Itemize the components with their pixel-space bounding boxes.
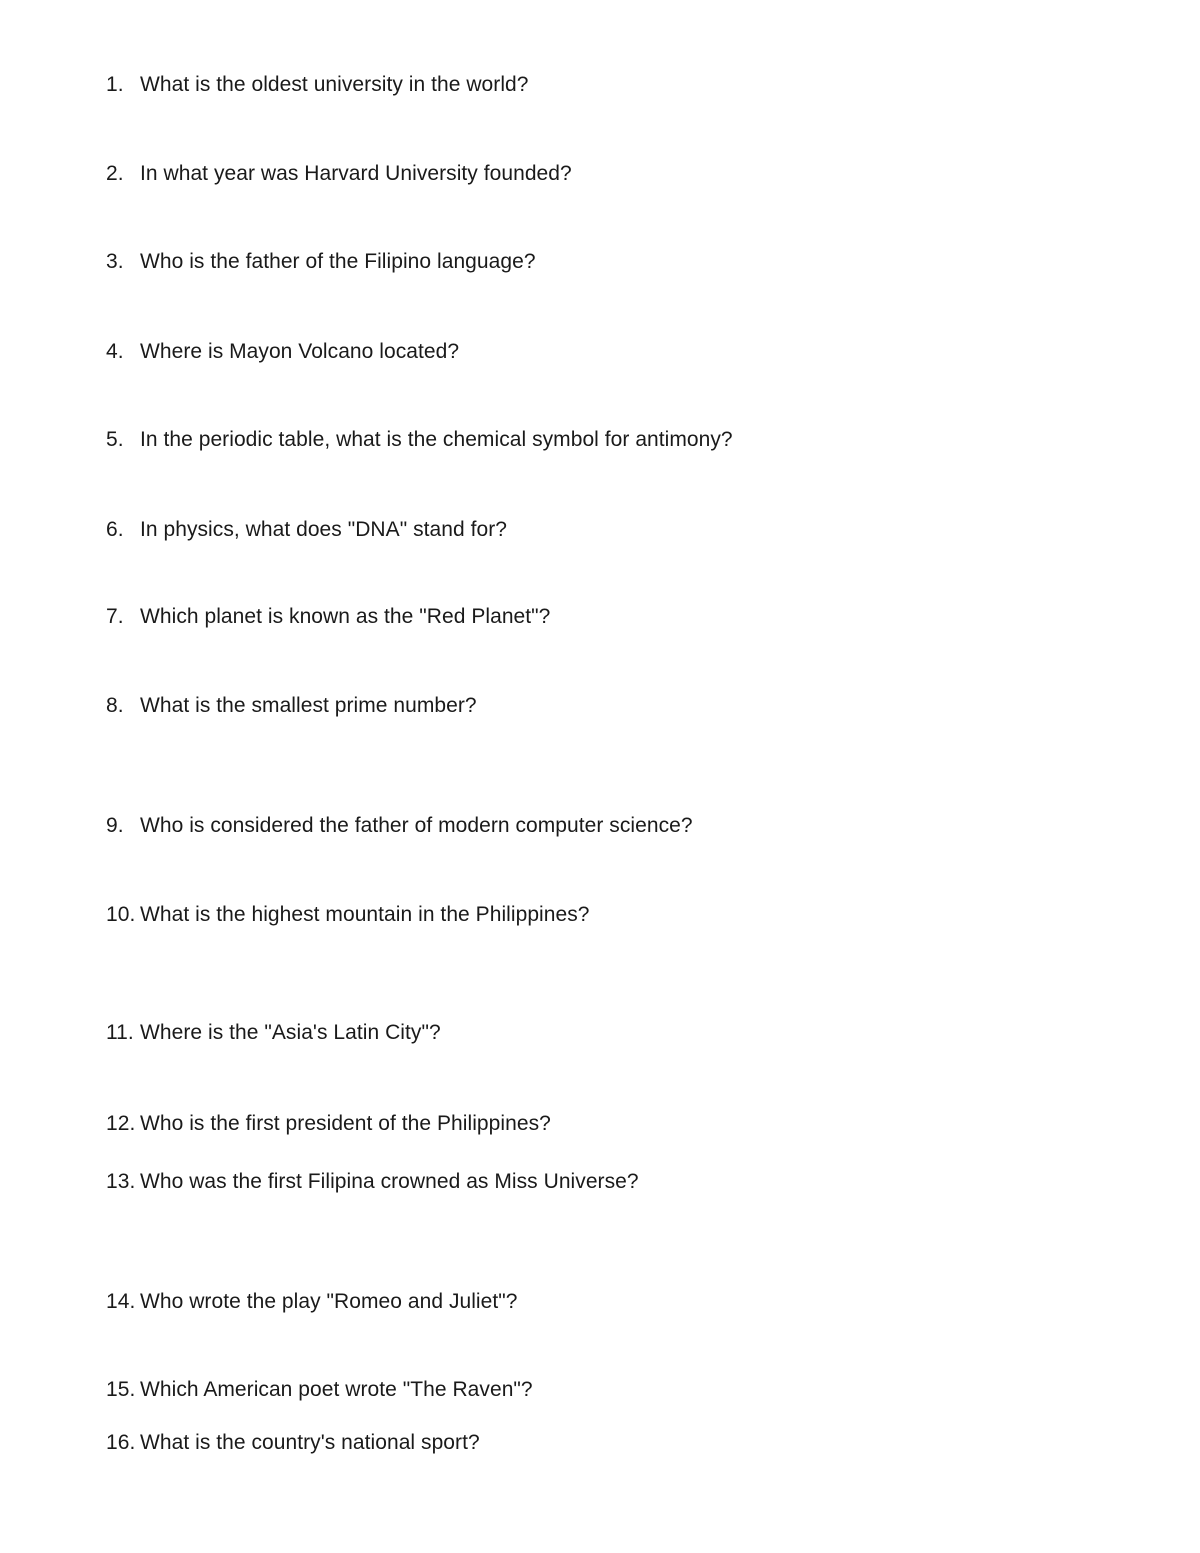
question-item [106,1288,518,1316]
question-number: 3. [106,250,124,273]
question-text: Who is the first president of the Philippines? [140,1112,551,1135]
question-number: 13. [106,1170,136,1193]
question-number: 12. [106,1112,136,1135]
question-text: What is the country's national sport? [140,1431,480,1454]
question-item [106,1376,533,1404]
question-number: 15. [106,1378,136,1401]
question-item [106,426,733,454]
question-text: In the periodic table, what is the chemical symbol for antimony? [140,428,733,451]
question-item [106,1168,639,1196]
question-text: Who is the father of the Filipino language? [140,250,536,273]
question-text: In physics, what does "DNA" stand for? [140,518,507,541]
question-item [106,1019,441,1047]
question-text: Which planet is known as the "Red Planet"? [140,605,551,628]
question-number: 7. [106,605,124,628]
question-item [106,812,693,840]
question-number: 4. [106,340,124,363]
question-text: Who was the first Filipina crowned as Miss Universe? [140,1170,639,1193]
question-number: 5. [106,428,124,451]
question-number: 10. [106,903,136,926]
question-number: 9. [106,814,124,837]
question-number: 2. [106,162,124,185]
question-number: 6. [106,518,124,541]
question-text: In what year was Harvard University founded? [140,162,572,185]
question-item [106,603,550,631]
question-number: 8. [106,694,124,717]
question-text: Where is Mayon Volcano located? [140,340,460,363]
question-text: Who is considered the father of modern computer science? [140,814,693,837]
question-text: What is the smallest prime number? [140,694,477,717]
question-item [106,160,572,188]
question-item [106,1110,551,1138]
question-text: What is the highest mountain in the Philippines? [140,903,590,926]
question-item [106,338,459,366]
question-item [106,516,507,544]
question-number: 16. [106,1431,136,1454]
question-item [106,692,477,720]
question-number: 11. [106,1021,134,1044]
question-text: What is the oldest university in the world? [140,73,529,96]
question-text: Where is the "Asia's Latin City"? [140,1021,441,1044]
question-text: Which American poet wrote "The Raven"? [140,1378,533,1401]
question-item [106,1429,480,1457]
question-item [106,71,529,99]
question-item [106,248,536,276]
question-text: Who wrote the play "Romeo and Juliet"? [140,1290,518,1313]
question-number: 1. [106,73,124,96]
question-number: 14. [106,1290,136,1313]
question-item [106,901,590,929]
